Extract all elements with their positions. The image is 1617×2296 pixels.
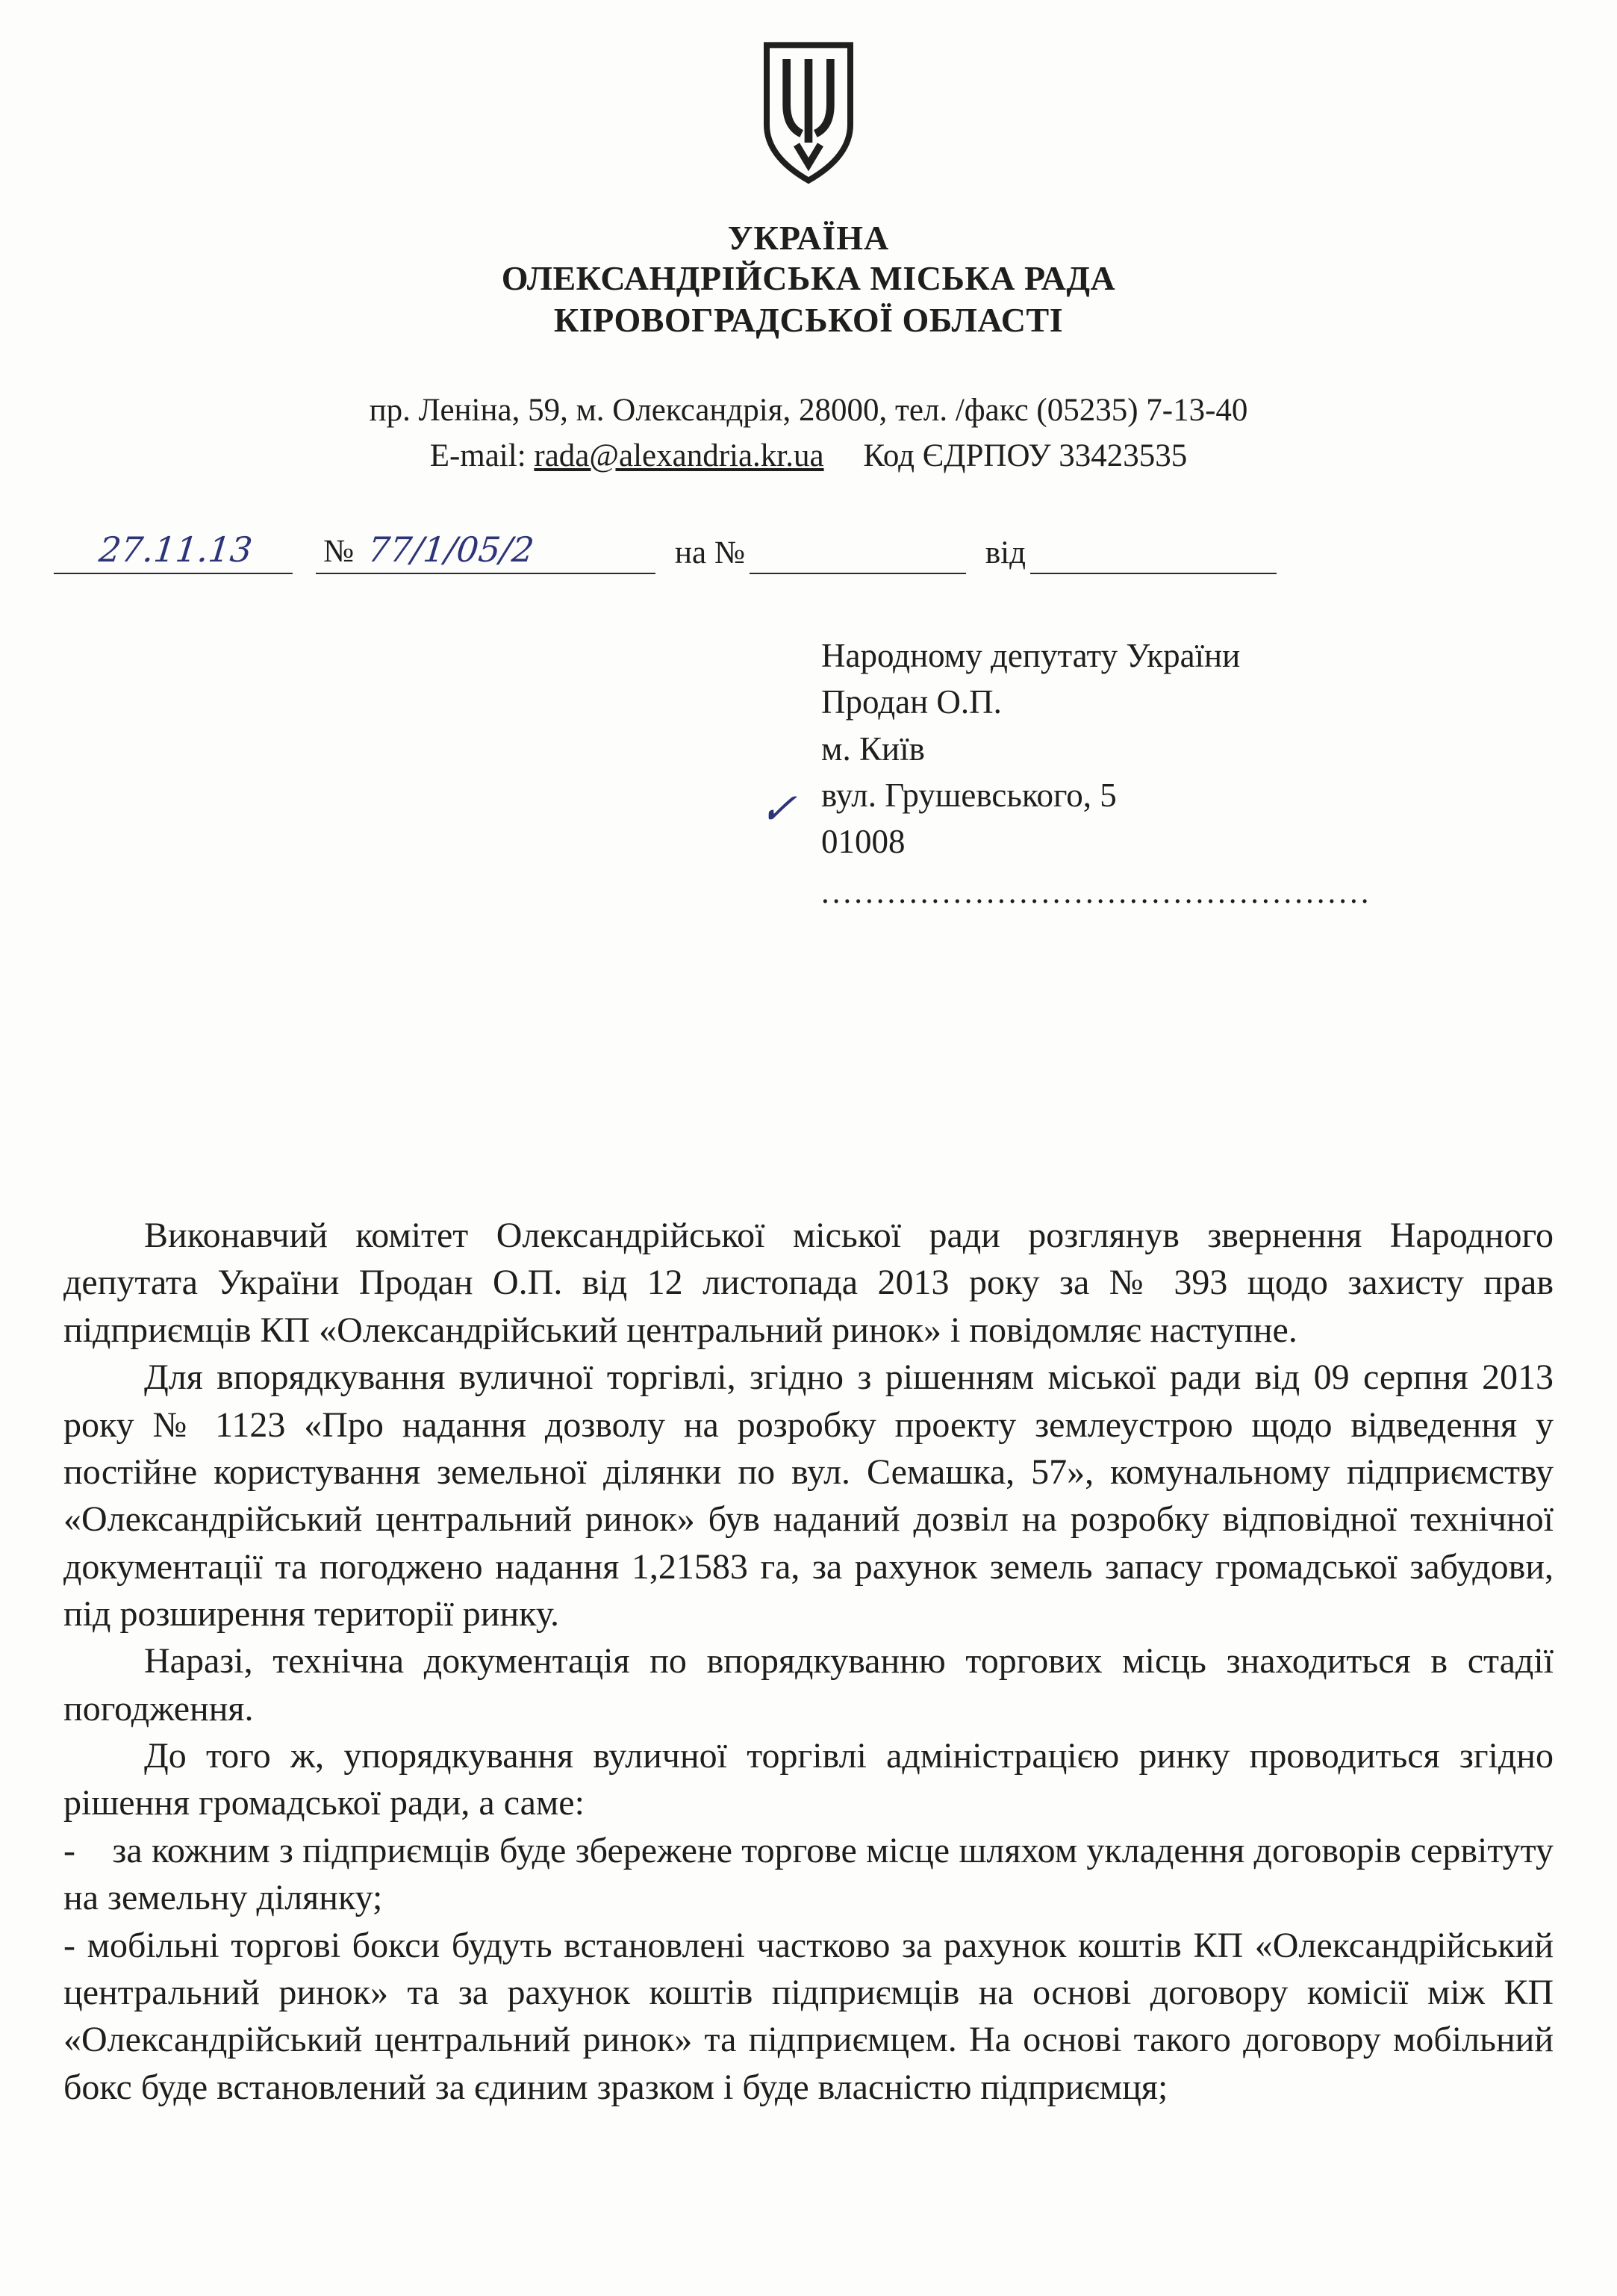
postal-address-line: пр. Леніна, 59, м. Олександрія, 28000, тел. /факс (05235) 7-13-40 (369, 393, 1248, 429)
vid-date-blank (1030, 538, 1277, 574)
edrpou-code: Код ЄДРПОУ 33423535 (863, 438, 1188, 474)
body-paragraph: Наразі, технічна документація по впорядкуванню торгових місць знаходиться в стадії погодження. (63, 1641, 1554, 1729)
recipient-street: вул. Грушевського, 5 (821, 776, 1117, 814)
body-paragraph: Виконавчий комітет Олександрійської міської ради розглянув звернення Народного депутата України Продан О.П. від 12 листопада 2013 року за № 393 щодо захисту прав підприємців КП «Олександрійський центральний ринок» і повідомляє наступне. (63, 1216, 1554, 1350)
letter-body (63, 1212, 1554, 2111)
email-edrpou-line (0, 433, 1617, 479)
recipient-title: Народному депутату України (821, 637, 1241, 675)
organization-name: ОЛЕКСАНДРІЙСЬКА МІСЬКА РАДА (501, 259, 1116, 297)
recipient-name: Продан О.П. (821, 683, 1002, 721)
body-paragraph: До того ж, упорядкування вуличної торгівлі адміністрацією ринку проводиться згідно рішення громадської ради, а саме: (63, 1736, 1554, 1823)
recipient-postal-code: 01008 (821, 822, 906, 860)
country-name: УКРАЇНА (727, 219, 890, 257)
vid-label: від (985, 535, 1026, 571)
na-number-blank (750, 538, 966, 574)
dotted-line: .................................................. (821, 874, 1372, 910)
recipient-city: м. Київ (821, 729, 925, 768)
coat-of-arms-icon (0, 39, 1617, 199)
handwritten-checkmark-icon: ✓ (757, 783, 800, 835)
handwritten-outgoing-number: 77/1/05/2 (365, 529, 536, 570)
na-number-label: на № (675, 535, 745, 571)
body-paragraph: Для впорядкування вуличної торгівлі, згідно з рішенням міської ради від 09 серпня 2013 року № 1123 «Про надання дозволу на розробку проекту землеустрою щодо відведення у постійне користування земельної ділянки по вул. Семашка, 57», комунальному підприємству «Олександрійський центральний ринок» був наданий дозвіл на розробку відповідної технічної документації та погоджено надання 1,21583 га, за рахунок земель запасу громадської забудови, під розширення території ринку. (63, 1357, 1554, 1634)
recipient-block (757, 632, 1617, 915)
email-label: E-mail: (429, 438, 526, 474)
body-list-item: - за кожним з підприємців буде збережене торгове місце шляхом укладення договорів сервітуту на земельну ділянку; (63, 1830, 1554, 1918)
letterhead (0, 0, 1617, 479)
organization-region: КІРОВОГРАДСЬКОЇ ОБЛАСТІ (553, 301, 1064, 340)
outgoing-number-group (316, 529, 655, 574)
contact-block (0, 388, 1617, 479)
email-address: rada@alexandria.kr.ua (534, 438, 824, 474)
handwritten-date: 27.11.13 (54, 529, 297, 574)
reference-line (56, 529, 1617, 574)
body-list-item: - мобільні торгові бокси будуть встановлені частково за рахунок коштів КП «Олександрійський центральний ринок» та за рахунок коштів підприємців на основі договору комісії між КП «Олександрійський центральний ринок» та підприємцем. На основі такого договору мобільний бокс буде встановлений за єдиним зразком і буде власністю підприємця; (63, 1925, 1554, 2107)
number-sign-label: № (323, 534, 355, 570)
